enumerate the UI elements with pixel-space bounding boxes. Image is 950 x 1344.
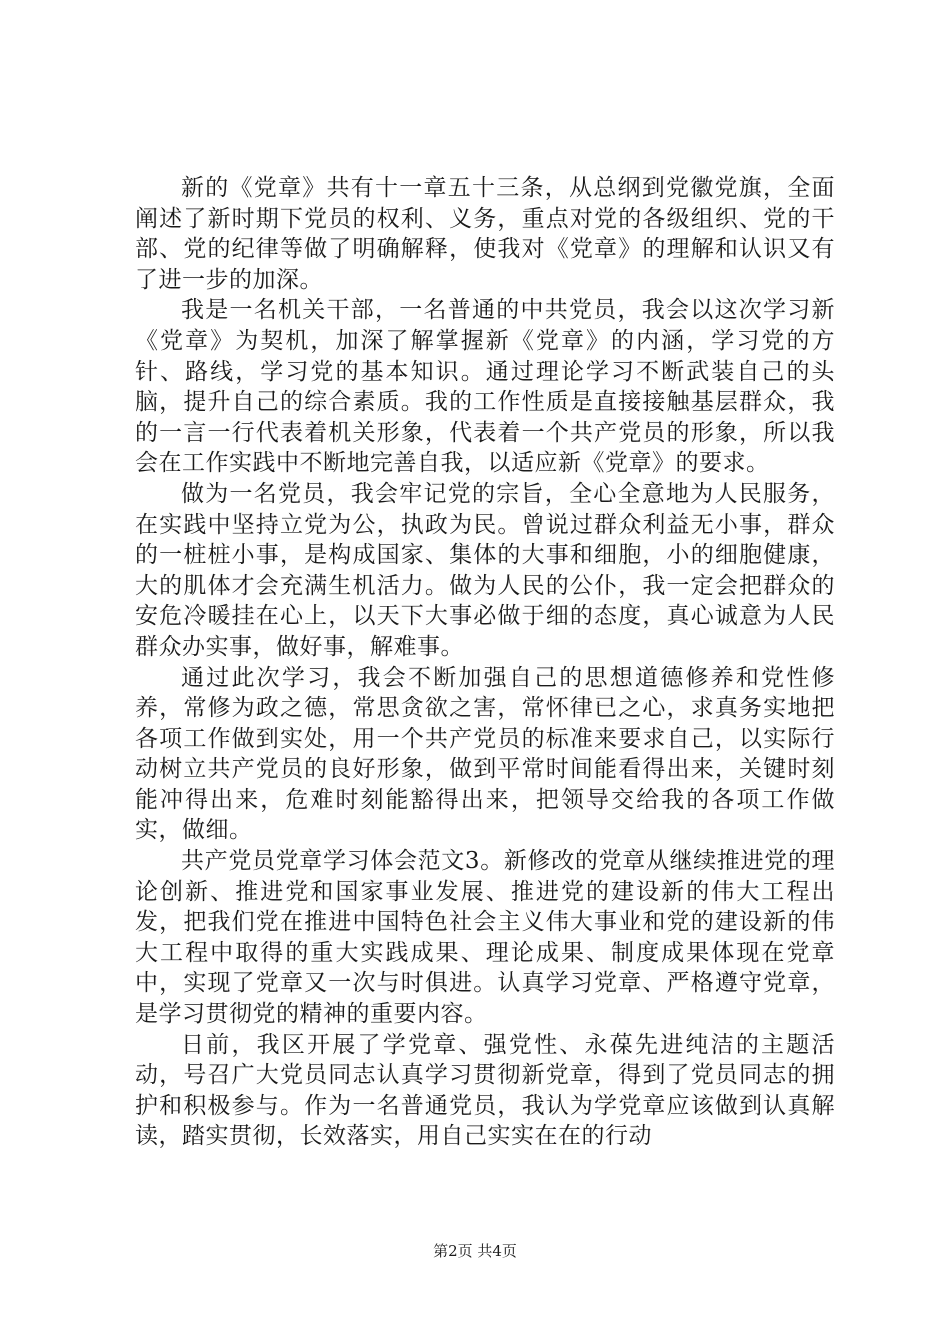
page-footer [0, 1240, 950, 1261]
paragraph-4: 通过此次学习，我会不断加强自己的思想道德修养和党性修养，常修为政之德，常思贪欲之害，常怀律已之心，求真务实地把各项工作做到实处，用一个共产党员的标准来要求自己，以实际行动树立共产党员的良好形象，做到平常时间能看得出来，关键时刻能冲得出来，危难时刻能豁得出来，把领导交给我的各项工作做实，做细。 [135, 664, 835, 844]
paragraph-3: 做为一名党员，我会牢记党的宗旨，全心全意地为人民服务，在实践中坚持立党为公，执政为民。曾说过群众利益无小事，群众的一桩桩小事，是构成国家、集体的大事和细胞，小的细胞健康，大的肌体才会充满生机活力。做为人民的公仆，我一定会把群众的安危冷暖挂在心上，以天下大事必做于细的态度，真心诚意为人民群众办实事，做好事，解难事。 [135, 480, 835, 660]
paragraph-6: 日前，我区开展了学党章、强党性、永葆先进纯洁的主题活动，号召广大党员同志认真学习贯彻新党章，得到了党员同志的拥护和积极参与。作为一名普通党员，我认为学党章应该做到认真解读，踏实贯彻，长效落实，用自己实实在在的行动 [135, 1031, 835, 1150]
document-body [135, 173, 835, 1152]
paragraph-5: 共产党员党章学习体会范文3。新修改的党章从继续推进党的理论创新、推进党和国家事业发展、推进党的建设新的伟大工程出发，把我们党在推进中国特色社会主义伟大事业和党的建设新的伟大工程中取得的重大实践成果、理论成果、制度成果体现在党章中，实现了党章又一次与时俱进。认真学习党章、严格遵守党章，是学习贯彻党的精神的重要内容。 [135, 848, 835, 1028]
paragraph-2: 我是一名机关干部，一名普通的中共党员，我会以这次学习新《党章》为契机，加深了解掌握新《党章》的内涵，学习党的方针、路线，学习党的基本知识。通过理论学习不断武装自己的头脑，提升自己的综合素质。我的工作性质是直接接触基层群众，我的一言一行代表着机关形象，代表着一个共产党员的形象，所以我会在工作实践中不断地完善自我，以适应新《党章》的要求。 [135, 297, 835, 477]
paragraph-1: 新的《党章》共有十一章五十三条，从总纲到党徽党旗，全面阐述了新时期下党员的权利、义务，重点对党的各级组织、党的干部、党的纪律等做了明确解释，使我对《党章》的理解和认识又有了进一步的加深。 [135, 175, 835, 293]
page-number-label: 第2页 共4页 [433, 1242, 517, 1260]
